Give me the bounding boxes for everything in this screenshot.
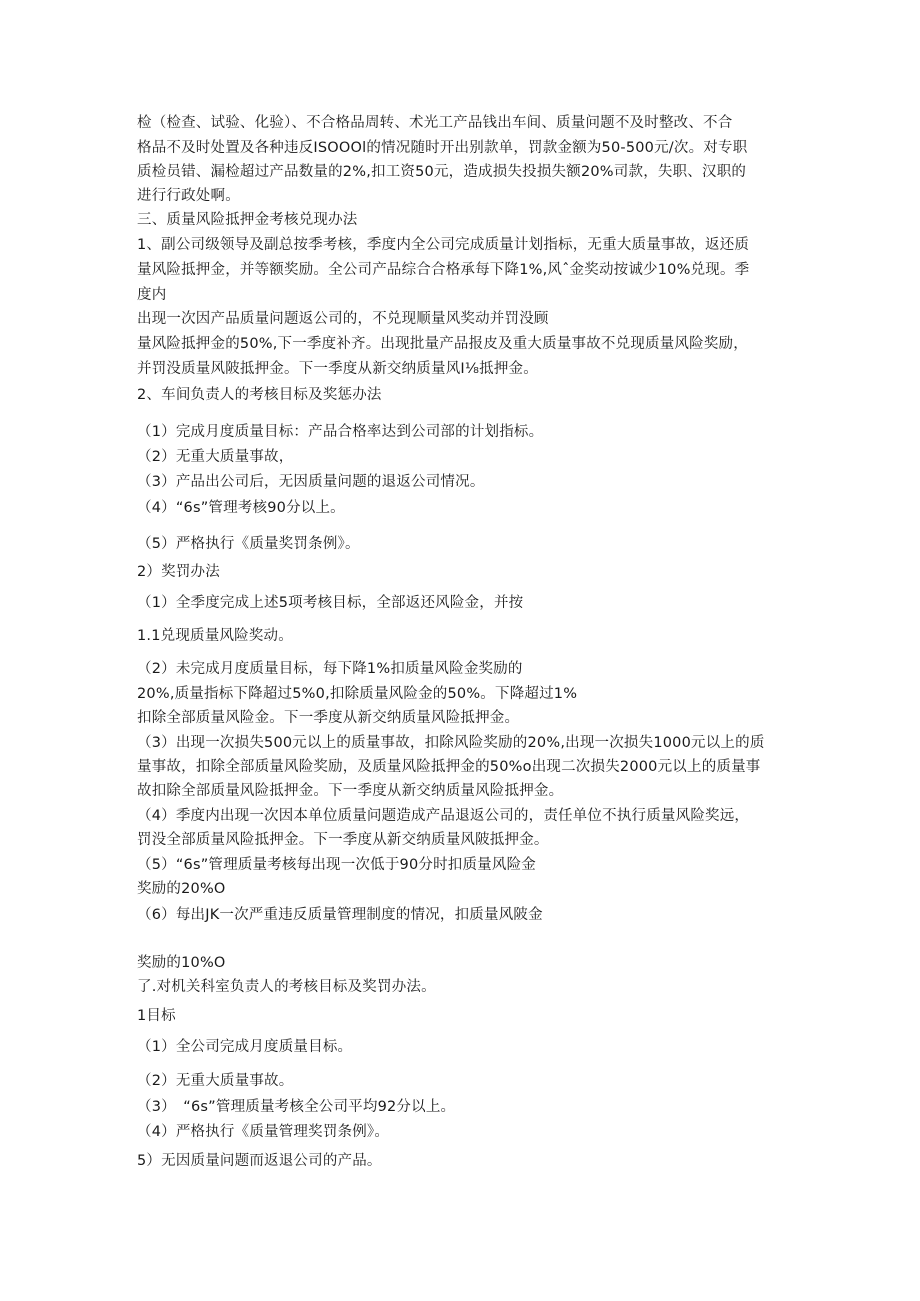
list-item: （4）季度内出现一次因本单位质量问题造成产品退返公司的，责任单位不执行质量风险奖远， [137, 808, 750, 824]
list-item: （4）严格执行《质量管理奖罚条例》。 [137, 1124, 390, 1140]
subsection-heading: 2）奖罚办法 [137, 564, 220, 580]
subsection-heading: 1目标 [137, 1008, 176, 1024]
text-line: 扣除全部质量风险金。下一季度从新交纳质量风险抵押金。 [137, 710, 520, 726]
text-line: 质检员错、漏检超过产品数量的2%,扣工资50元，造成损失投损失额20%司款，失职、汉职的 [137, 164, 747, 180]
list-item: （1）全季度完成上述5项考核目标，全部返还风险金，并按 [137, 595, 524, 611]
text-line: 罚没全部质量风险抵押金。下一季度从新交纳质量风陂抵押金。 [137, 832, 549, 848]
list-item: （2）无重大质量事故， [137, 449, 294, 465]
list-item: （5）严格执行《质量奖罚条例》。 [137, 536, 360, 552]
list-item: （3） “6s”管理质量考核全公司平均92分以上。 [137, 1099, 456, 1115]
text-line: 奖励的20%O [137, 881, 226, 897]
list-item: （2）无重大质量事故。 [137, 1073, 294, 1089]
text-line: 量风险抵押金的50%,下一季度补齐。出现批量产品报皮及重大质量事故不兑现质量风险奖励， [137, 336, 748, 352]
text-line: 检（检查、试验、化验）、不合格品周转、术光工产品钱出车间、质量问题不及时整改、不合 [137, 115, 733, 131]
list-item: 5）无因质量问题而返退公司的产品。 [137, 1153, 382, 1169]
text-line: 量事故，扣除全部质量风险奖励，及质量风险抵押金的50%o出现二次损失2000元以上的质量事 [137, 759, 761, 775]
text-line: 出现一次因产品质量问题返公司的，不兑现顺量风奖动并罚没顾 [137, 311, 549, 327]
list-item: （5）“6s”管理质量考核每出现一次低于90分时扣质量风险金 [137, 857, 536, 873]
text-line: 故扣除全部质量风险抵押金。下一季度从新交纳质量风险抵押金。 [137, 783, 564, 799]
text-line: 1、副公司级领导及副总按季考核，季度内全公司完成质量计划指标，无重大质量事故，返还质 [137, 237, 750, 253]
text-line: 20%,质量指标下降超过5%0,扣除质量风险金的50%。下降超过1% [137, 686, 578, 702]
text-line: 1.1兑现质量风险奖动。 [137, 628, 293, 644]
list-item: （3）产品出公司后，无因质量问题的退返公司情况。 [137, 474, 485, 490]
text-line: 格品不及时处置及各种违反ISOOOl的情况随时开出别款单，罚款金额为50-500元/次。对专职 [137, 140, 748, 156]
section-heading: 三、质量风险抵押金考核兑现办法 [137, 212, 358, 228]
subsection-heading: 了.对机关科室负责人的考核目标及奖罚办法。 [137, 979, 436, 995]
text-line: 进行行政处啊。 [137, 188, 240, 204]
list-item: （3）出现一次损失500元以上的质量事故，扣除风险奖励的20%,出现一次损失1000元以上的质 [137, 735, 765, 751]
text-line: 度内 [137, 287, 167, 303]
list-item: （4）“6s”管理考核90分以上。 [137, 500, 345, 516]
list-item: （1）全公司完成月度质量目标。 [137, 1039, 353, 1055]
text-line: 量风险抵押金，并等额奖励。全公司产品综合合格承每下降1%,风ˆ金奖动按诚少10%兑现。季 [137, 262, 750, 278]
list-item: （2）未完成月度质量目标，每下降1%扣质量风险金奖励的 [137, 661, 523, 677]
list-item: （6）每出JK一次严重违反质量管理制度的情况，扣质量风陂金 [137, 907, 543, 923]
list-item: （1）完成月度质量目标：产品合格率达到公司部的计划指标。 [137, 424, 544, 440]
subsection-heading: 2、车间负责人的考核目标及奖惩办法 [137, 387, 382, 403]
text-line: 奖励的10%O [137, 955, 226, 971]
text-line: 并罚没质量风陂抵押金。下一季度从新交纳质量风I⅛抵押金。 [137, 361, 538, 377]
